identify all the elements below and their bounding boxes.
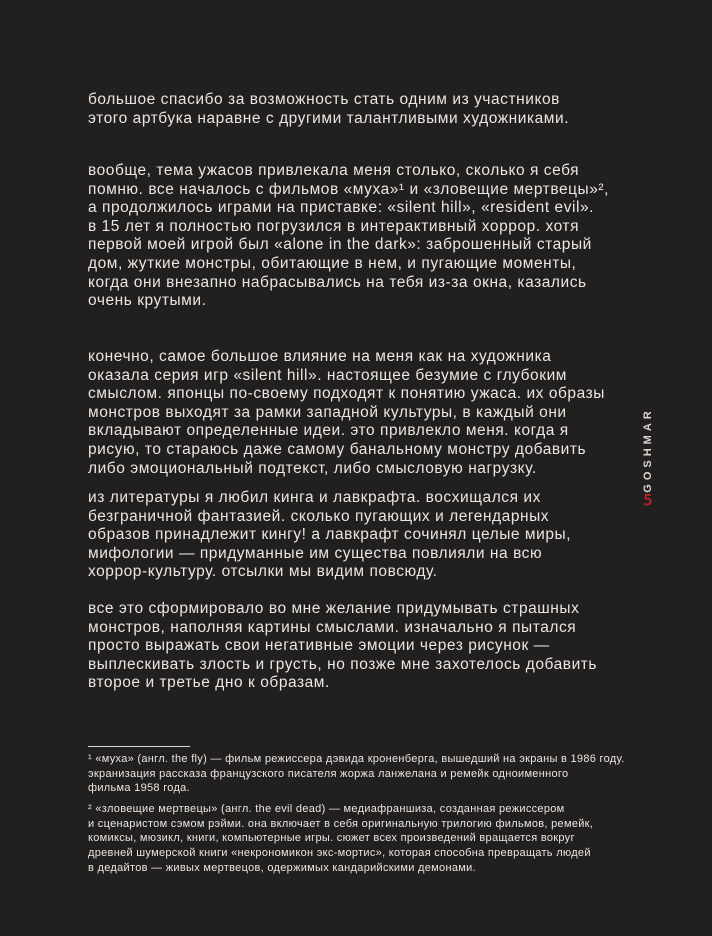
- text-line: второе и третье дно к образам.: [88, 674, 330, 692]
- text-line: помню. все началось с фильмов «муха»¹ и «зловещие мертвецы»²,: [88, 180, 609, 198]
- text-line: вкладывают определенные идеи. это привлекло меня. когда я: [88, 422, 569, 440]
- text-line: мифологии — придуманные им существа повлияли на всю: [88, 544, 543, 562]
- footnote-1: [88, 752, 625, 796]
- paragraph-conclusion: [88, 600, 597, 693]
- text-line: комиксы, мюзикл, книги, компьютерные игры. сюжет всех произведений вращается вокруг: [88, 832, 575, 845]
- text-line: этого артбука наравне с другими талантливыми художниками.: [88, 109, 570, 127]
- text-line: монстров выходят за рамки западной культуры, в каждый они: [88, 403, 567, 421]
- text-line: хоррор-культуру. отсылки мы видим повсюду.: [88, 563, 438, 581]
- text-line: рисую, то стараюсь даже самому банальному монстру добавить: [88, 440, 587, 458]
- paragraph-horror-origins: [88, 162, 609, 311]
- text-line: из литературы я любил кинга и лавкрафта. восхищался их: [88, 489, 541, 506]
- paragraph-literature: [88, 489, 571, 582]
- artist-name-vertical: GOSHMAR: [642, 407, 654, 493]
- text-line: выплескивать злость и грусть, но позже мне захотелось добавить: [88, 655, 598, 673]
- text-line: оказала серия игр «silent hill». настоящее безумие с глубоким: [88, 366, 567, 384]
- text-line: монстров, наполняя картины смыслами. изначально я пытался: [88, 618, 577, 636]
- text-line: когда они внезапно набрасывались на тебя из-за окна, казались: [88, 273, 587, 291]
- text-line: ¹ «муха» (англ. the fly) — фильм режиссера дэвида кроненберга, вышедший на экраны в 1986 году.: [88, 753, 625, 765]
- footnote-divider: [88, 746, 190, 747]
- text-line: смыслом. японцы по-своему подходят к понятию ужаса. их образы: [88, 385, 605, 403]
- text-line: конечно, самое большое влияние на меня как на художника: [88, 348, 552, 365]
- footnote-2: [88, 802, 593, 876]
- text-line: экранизация рассказа французского писателя жоржа ланжелана и ремейк одноименного: [88, 767, 569, 780]
- text-line: дом, жуткие монстры, обитающие в нем, и пугающие моменты,: [88, 254, 577, 272]
- page-number: 5: [643, 490, 653, 510]
- text-line: безграничной фантазией. сколько пугающих и легендарных: [88, 507, 550, 525]
- text-line: все это сформировало во мне желание придумывать страшных: [88, 600, 580, 617]
- text-line: фильма 1958 года.: [88, 782, 190, 795]
- text-line: и сценаристом сэмом рэйми. она включает в себя оригинальную трилогию фильмов, ремейк,: [88, 817, 594, 830]
- text-line: очень крутыми.: [88, 292, 207, 310]
- paragraph-intro: [88, 91, 569, 128]
- text-line: первой моей игрой был «alone in the dark»: заброшенный старый: [88, 236, 592, 254]
- text-line: большое спасибо за возможность стать одним из участников: [88, 91, 560, 108]
- text-line: образов принадлежит кингу! а лавкрафт сочинял целые миры,: [88, 526, 572, 544]
- text-line: в дедайтов — живых мертвецов, одержимых кандарийскими демонами.: [88, 861, 476, 874]
- text-line: ² «зловещие мертвецы» (англ. the evil dead) — медиафраншиза, созданная режиссером: [88, 803, 565, 815]
- text-line: просто выражать свои негативные эмоции через рисунок —: [88, 637, 550, 655]
- paragraph-silent-hill-influence: [88, 348, 605, 478]
- text-line: в 15 лет я полностью погрузился в интерактивный хоррор. хотя: [88, 217, 580, 235]
- text-line: вообще, тема ужасов привлекала меня столько, сколько я себя: [88, 162, 580, 179]
- text-line: древней шумерской книги «некрономикон экс-мортис», которая способна превращать людей: [88, 847, 591, 860]
- text-line: либо эмоциональный подтекст, либо смысловую нагрузку.: [88, 459, 537, 477]
- text-line: а продолжилось играми на приставке: «silent hill», «resident evil».: [88, 199, 595, 217]
